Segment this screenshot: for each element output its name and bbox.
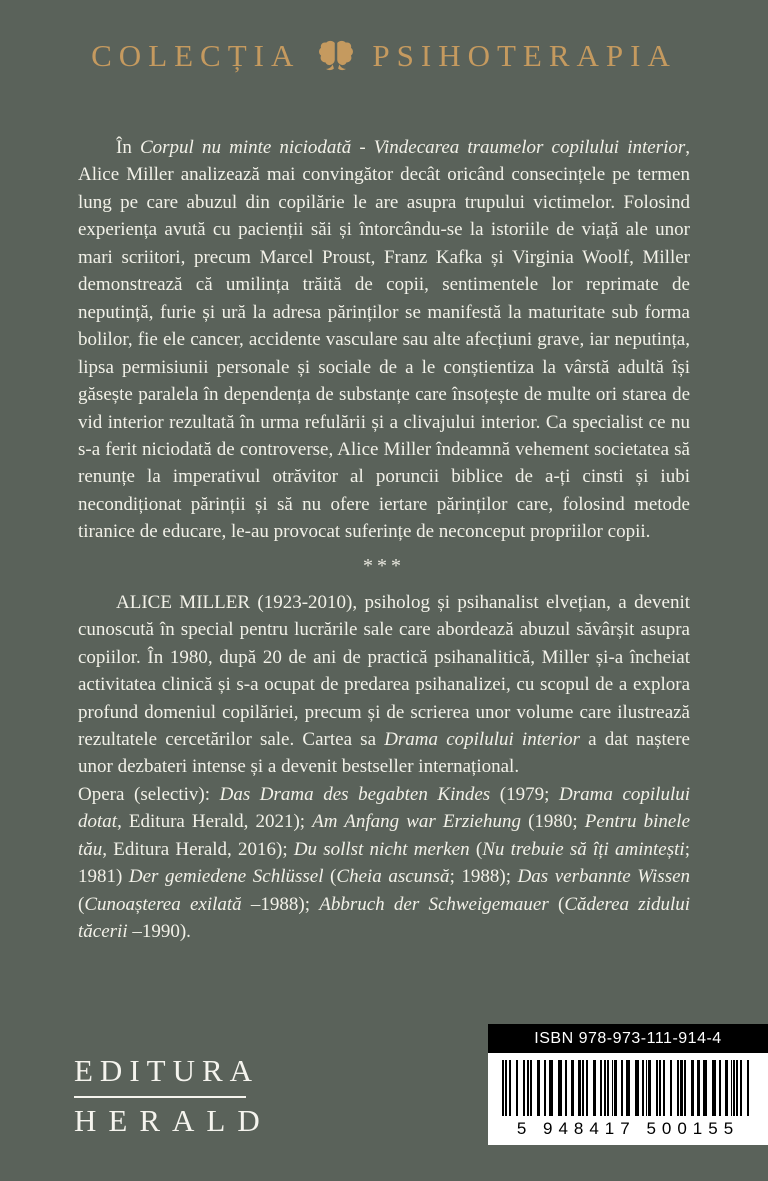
barcode-block — [488, 1024, 768, 1145]
publisher-logo — [74, 1053, 272, 1139]
selected-works-paragraph: Opera (selectiv): Das Drama des begabten Kindes (1979; Drama copilului dotat, Editura Herald, 2021); Am Anfang war Erziehung (1980; Pentru binele tău, Editura Herald, 2016); Du sollst nicht merken (Nu trebuie să îți amintești; 1981) Der gemiedene Schlüssel (Cheia ascunsă; 1988); Das verbannte Wissen (Cunoașterea exilată –1988); Abbruch der Schweigemauer (Căderea zidului tăcerii –1990). — [78, 783, 691, 943]
barcode-bars — [502, 1060, 754, 1116]
barcode-digits: 5 948417 500155 — [516, 1119, 740, 1138]
back-cover-text — [78, 134, 690, 946]
section-separator: *** — [363, 554, 405, 577]
synopsis-paragraph: În Corpul nu minte niciodată - Vindecarea traumelor copilului interior, Alice Miller analizează mai convingător decât oricând consecințele pe termen lung pe care abuzul din copilărie le are asupra trupului victimelor. Folosind experiența avută cu pacienții săi și întorcându-se la istoriile de viață ale unor mari scriitori, precum Marcel Proust, Franz Kafka și Virginia Woolf, Miller demonstrează că umilința trăită de copii, sentimentele lor reprimate de neputință, furie și ură la adresa părinților se manifestă la maturitate sub forma bolilor, fie ele cancer, accidente vasculare sau alte afecțiuni grave, iar neputința, lipsa permisiunii personale și sociale de a le conștientiza la vârstă adultă își găsește paralela în dependența de substanțe care însoțește de multe ori starea de vid interior rezultată în urma refulării și a clivajului interior. Ca specialist ce nu s-a ferit niciodată de controverse, Alice Miller îndeamnă vehement societatea să renunțe la imperativul otrăvitor al poruncii biblice de a-ți cinsti și iubi necondiționat părinții și să nu ofere iertare părinților care, folosind metode tiranice de educare, le-au provocat suferințe de neconceput propriilor copii. — [78, 137, 690, 543]
barcode-body — [488, 1053, 768, 1145]
brain-icon — [316, 39, 356, 73]
publisher-name-bottom: HERALD — [74, 1103, 272, 1138]
author-bio-paragraph: ALICE MILLER (1923-2010), psiholog și psihanalist elvețian, a devenit cunoscută în special pentru lucrările sale care abordează abuzul săvârșit asupra copiilor. În 1980, după 20 de ani de practică psihanalitică, Miller și-a încheiat activitatea clinică și s-a ocupat de predarea psihanalizei, cu scopul de a explora profund domeniul copilăriei, precum și de scrierea unor volume care ilustrează rezultatele cercetărilor sale. Cartea sa Drama copilului interior a dat naștere unor dezbateri intense și a devenit bestseller internațional. — [78, 591, 690, 778]
collection-header — [0, 38, 768, 74]
collection-name-right: PSIHOTERAPIA — [372, 38, 677, 73]
publisher-name-top: EDITURA — [74, 1053, 260, 1088]
isbn-label: ISBN 978-973-111-914-4 — [488, 1024, 768, 1053]
logo-divider — [74, 1096, 246, 1098]
collection-name-left: COLECȚIA — [91, 38, 301, 73]
